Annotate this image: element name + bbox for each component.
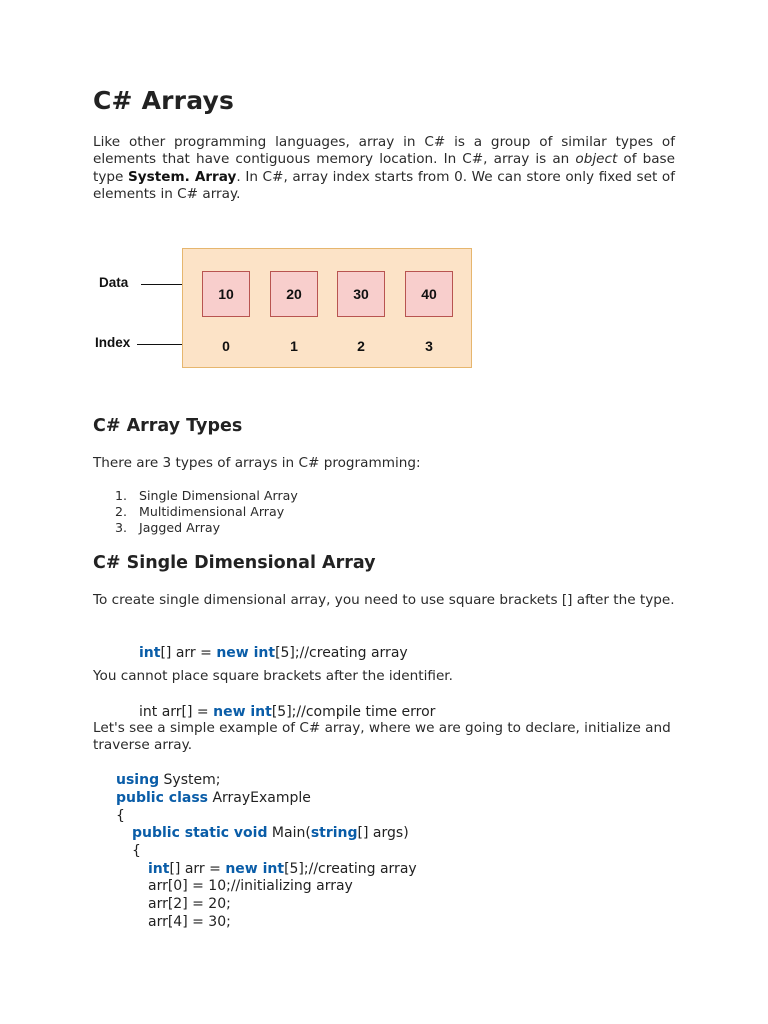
code-line: arr[2] = 20; [148, 896, 231, 912]
code-line: { [116, 808, 125, 824]
array-cell: 40 [405, 271, 453, 317]
heading-single-dimensional: C# Single Dimensional Array [93, 553, 376, 573]
single-dim-intro: To create single dimensional array, you need to use square brackets [] after the type. [93, 592, 675, 608]
array-cell: 10 [202, 271, 250, 317]
code-line: arr[0] = 10;//initializing array [148, 878, 353, 894]
emphasis-object: object [575, 151, 618, 168]
intro-paragraph: Like other programming languages, array in C# is a group of similar types of elements that have contiguous memory location. In C#, array is an object of base type System. Array. In C#, array index starts from 0. We can store only fixed set of elements in C# array. [93, 134, 676, 203]
data-label: Data [99, 275, 129, 290]
list-item: 2. Multidimensional Array [115, 504, 285, 519]
array-diagram [93, 245, 493, 375]
code-line: public class ArrayExample [116, 790, 311, 806]
list-item: 3. Jagged Array [115, 520, 221, 535]
array-index: 2 [357, 338, 365, 354]
bold-system-array: System. Array [128, 168, 237, 185]
array-index: 1 [290, 338, 298, 354]
code-line: int[] arr = new int[5];//creating array [148, 861, 417, 877]
array-index: 3 [425, 338, 433, 354]
example-intro: Let's see a simple example of C# array, where we are going to declare, initialize and traverse array. [93, 720, 671, 754]
page-title: C# Arrays [93, 86, 235, 115]
array-container [182, 248, 472, 368]
array-index: 0 [222, 338, 230, 354]
array-types-intro: There are 3 types of arrays in C# programming: [93, 455, 421, 471]
code-line: arr[4] = 30; [148, 914, 231, 930]
code-line: public static void Main(string[] args) [132, 825, 409, 841]
code-line: { [132, 843, 141, 859]
code-line: using System; [116, 772, 221, 788]
note-identifier: You cannot place square brackets after the identifier. [93, 668, 453, 684]
heading-array-types: C# Array Types [93, 416, 243, 436]
index-label: Index [95, 335, 131, 350]
code-line-error: int arr[] = new int[5];//compile time error [139, 704, 436, 720]
array-cell: 20 [270, 271, 318, 317]
array-cell: 30 [337, 271, 385, 317]
code-line-declaration: int[] arr = new int[5];//creating array [139, 645, 408, 661]
array-types-list [93, 488, 298, 536]
list-item: 1. Single Dimensional Array [115, 488, 298, 503]
